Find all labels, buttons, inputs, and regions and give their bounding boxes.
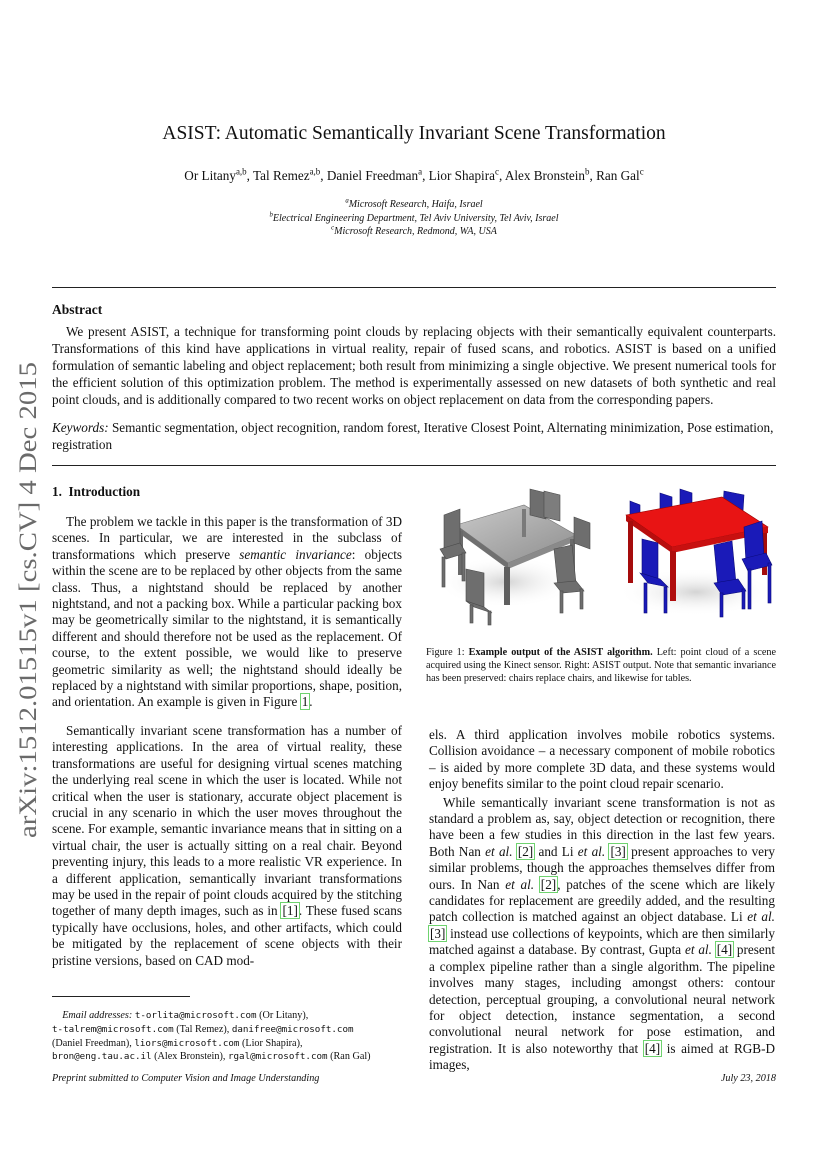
author-name: Alex Bronstein xyxy=(504,168,586,183)
affiliation-a xyxy=(0,198,828,212)
affiliation-text: Microsoft Research, Haifa, Israel xyxy=(348,199,483,210)
citation-link[interactable]: [4] xyxy=(716,942,733,958)
author-affiliation-mark: c xyxy=(494,166,499,177)
keywords xyxy=(52,419,776,453)
footnote-rule xyxy=(52,996,190,997)
footnote-emails: Email addresses: t-orlita@microsoft.com (Or Litany), t-talrem@microsoft.com (Tal Remez), danifree@microsoft.com (Daniel Freedman), liors@microsoft.com (Lior Shapira), bron@eng.tau.ac.il (Alex Bronstein), rgal@microsoft.com (Ran Gal) xyxy=(52,1010,371,1063)
affiliation-text: Microsoft Research, Redmond, WA, USA xyxy=(334,226,497,237)
affiliation-b xyxy=(0,212,828,226)
footer-venue: Preprint submitted to Computer Vision and Image Understanding xyxy=(52,1073,320,1084)
asist-output-scene xyxy=(618,489,774,617)
emphasis: semantic invariance xyxy=(239,546,352,562)
affiliation-mark: c xyxy=(331,224,335,232)
email-address[interactable]: danifree@microsoft.com xyxy=(231,1023,354,1035)
figure-1-image xyxy=(426,487,778,627)
figure-caption-title: Example output of the ASIST algorithm. xyxy=(468,647,653,658)
citation-link[interactable]: [2] xyxy=(517,843,534,859)
author-affiliation-mark: a,b xyxy=(309,166,321,177)
author-name: Daniel Freedman xyxy=(326,168,419,183)
point-cloud-scene xyxy=(436,489,590,625)
citation-link[interactable]: [3] xyxy=(610,843,626,859)
paragraph: Semantically invariant scene transformation has a number of interesting applications. In the area of virtual reality, these transformations are useful for designing virtual scenes matching the underlying real scene in which the user is located. While not critical when the user is stationary, accurate object placement is crucial in any scenario in which the user moves throughout the scene. For example, semantic invariance means that in sitting on a virtual chair, the user is actually sitting on a real chair. Beyond preventing injury, this leads to a more realistic VR experience. In a different application, semantically invariant transformations may be used in the repair of point clouds acquired by the stitching together of many depth images, such as in [1]. These fused scans typically have occlusions, holes, and other artifacts, which could be mitigated by the replacement of scene objects with their pristine versions, based on CAD mod- xyxy=(52,722,402,968)
author-affiliation-mark: a xyxy=(418,166,423,177)
author-name: Tal Remez xyxy=(253,168,310,183)
paragraph: The problem we tackle in this paper is the transformation of 3D scenes. In particular, we are interested in the subclass of transformations which preserve semantic invariance: objects within the scene are to be replaced by other objects from the same class. Thus, a nightstand should be replaced by another nightstand, and not a packing box. While a particular packing box may be geometrically similar to the nightstand, it is semantically different and should therefore not be used as the replacement. Of course, to the extent possible, we would like to preserve geometric similarity as well; the nightstand should ideally be replaced by a nightstand with similar proportions, shape, position, and orientation. An example is given in Figure 1. xyxy=(52,514,402,710)
affiliation-mark: a xyxy=(345,197,349,205)
email-address[interactable]: t-talrem@microsoft.com xyxy=(52,1023,174,1035)
email-address[interactable]: liors@microsoft.com xyxy=(134,1037,240,1049)
citation-link[interactable]: [2] xyxy=(540,876,557,892)
keywords-text: Semantic segmentation, object recognition, random forest, Iterative Closest Point, Alternating minimization, Pose estimation, registration xyxy=(52,420,774,452)
footer-date: July 23, 2018 xyxy=(720,1073,776,1084)
paragraph: While semantically invariant scene transformation is not as standard a problem as, say, object detection or recognition, there have been a few studies in this direction in the last few years. Both Nan et al. [2] and Li et al. [3] present approaches to very similar problems, though the approaches themselves differ from ours. In Nan et al. [2], patches of the scene which are likely candidates for replacement are greedily added, and the resulting patch collection is matched against an object database. Li et al. [3] instead use collections of keypoints, which are then similarly matched against a database. By contrast, Gupta et al. [4] present a complex pipeline rather than a single algorithm. The pipeline involves many stages, including amongst others: contour detection, perceptual grouping, a convolutional neural network for object detection, instance segmentation, a second convolutional neural network for pose estimation, and registration. It is also noteworthy that [4] is aimed at RGB-D images, xyxy=(429,794,776,1073)
citation-link[interactable]: [1] xyxy=(282,903,298,919)
footnote-label: Email addresses: xyxy=(62,1010,133,1021)
abstract-top-rule xyxy=(52,287,776,288)
email-address[interactable]: rgal@microsoft.com xyxy=(227,1051,328,1063)
figure-1 xyxy=(426,487,778,627)
figure-1-caption xyxy=(426,646,776,685)
keywords-label: Keywords: xyxy=(52,420,109,435)
arxiv-stamp xyxy=(4,360,46,840)
figure-label: Figure 1: xyxy=(426,647,465,658)
citation-link[interactable]: [3] xyxy=(430,925,446,941)
abstract-text: We present ASIST, a technique for transforming point clouds by replacing objects with their semantically equivalent counterparts. Transformations of this kind have applications in virtual reality, repair of fused scans, and robotics. ASIST is based on a unified formulation of semantic labeling and object replacement; both result from minimizing a single objective. We present numerical tools for the efficient solution of this optimization problem. The method is experimentally assessed on new datasets of both synthetic and real point clouds, and is additionally compared to two recent works on object replacement on data from the corresponding papers. xyxy=(52,324,776,407)
author-affiliation-mark: a,b xyxy=(235,166,247,177)
arxiv-stamp-text: arXiv:1512.01515v1 [cs.CV] 4 Dec 2015 xyxy=(15,424,42,838)
author-name: Ran Gal xyxy=(596,168,640,183)
affiliation-c xyxy=(0,225,828,239)
figure-caption-text: Left: point cloud of a scene acquired using the Kinect sensor. Right: ASIST output. Note that semantic invariance has been preserved: chairs replace chairs, and likewise for tables. xyxy=(426,647,776,684)
section-heading xyxy=(52,484,140,500)
author-name: Or Litany xyxy=(184,168,236,183)
email-address[interactable]: bron@eng.tau.ac.il xyxy=(52,1051,152,1063)
right-column xyxy=(429,727,775,1074)
author-name: Lior Shapira xyxy=(428,168,495,183)
author-affiliation-mark: c xyxy=(639,166,644,177)
email-address[interactable]: t-orlita@microsoft.com xyxy=(134,1010,257,1021)
paragraph: els. A third application involves mobile robotics systems. Collision avoidance – a necessary component of mobile robotics – is aided by more complete 3D data, and these systems would enjoy benefits similar to the point cloud repair scenario. xyxy=(429,727,775,792)
abstract-heading: Abstract xyxy=(52,302,103,317)
section-title: Introduction xyxy=(68,484,141,499)
author-list: Or Litany$^{a,b}$, Tal Remez$^{a,b}$, Daniel Freedman$^a$, Lior Shapira$^c$, Alex Bronstein$^b$, Ran Gal$^c$ xyxy=(184,166,644,183)
affiliation-text: Electrical Engineering Department, Tel Aviv University, Tel Aviv, Israel xyxy=(272,212,559,224)
section-number: 1. xyxy=(52,484,62,499)
figure-reference-link[interactable]: 1 xyxy=(301,694,309,710)
abstract-bottom-rule xyxy=(52,465,776,466)
affiliation-mark: b xyxy=(269,211,273,219)
citation-link[interactable]: [4] xyxy=(644,1040,661,1056)
author-affiliation-mark: b xyxy=(585,166,590,177)
paper-title: ASIST: Automatic Semantically Invariant Scene Transformation xyxy=(162,123,666,144)
left-column xyxy=(52,514,402,969)
